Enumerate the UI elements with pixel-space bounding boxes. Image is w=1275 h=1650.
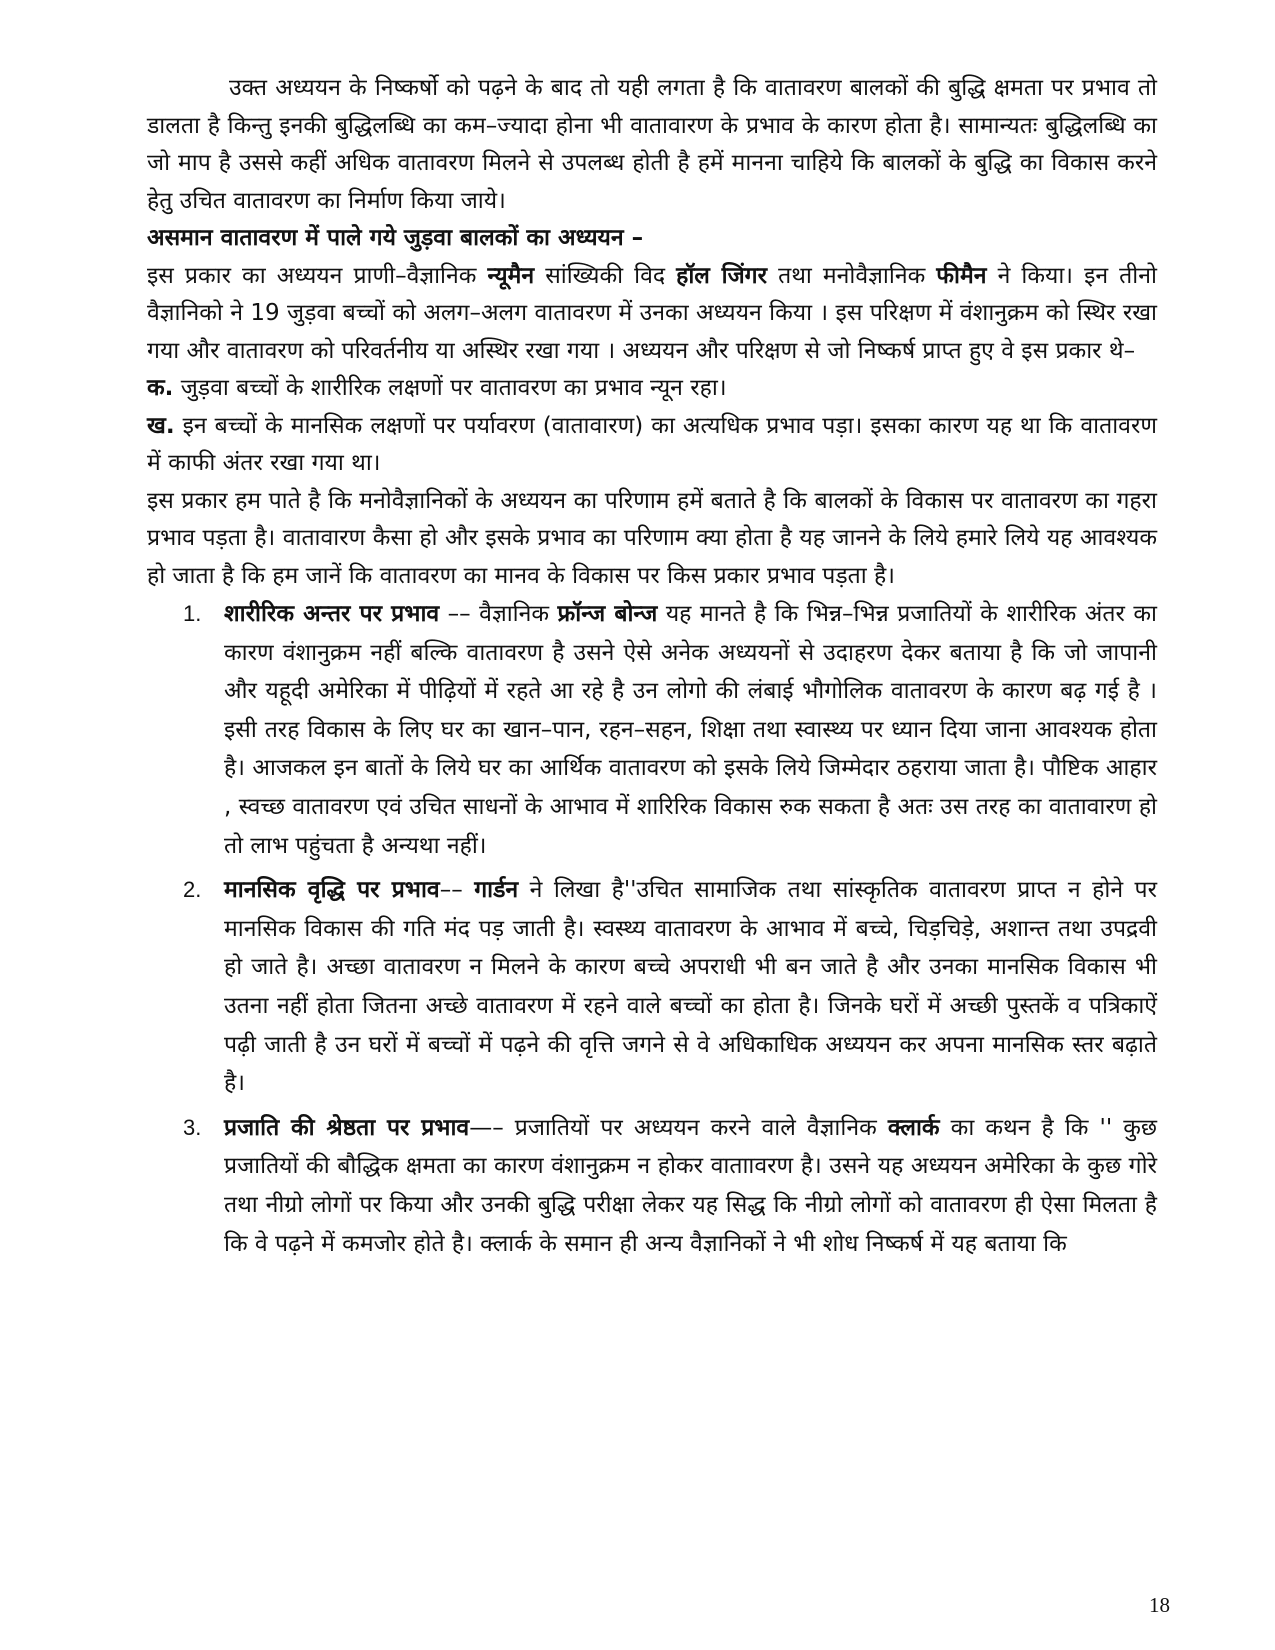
list-item-text: का कथन है कि '' कुछ प्रजातियों की बौद्धिक क्षमता का कारण वंशानुक्रम न होकर वाताावरण है। उसने यह अध्ययन अमेरिका के कुछ गोरे तथा नीग्रो लोगों पर किया और उनकी बुद्धि परीक्षा लेकर यह सिद्ध कि नीग्रो लोगों को वातावरण ही ऐसा मिलता है कि वे पढ़ने में कमजोर होते है। क्लार्क के समान ही अन्य वैज्ञानिकों ने भी शोध निष्कर्ष में यह बताया कि [224,1114,1157,1257]
list-item [147,871,1157,1103]
intro-paragraph: उक्त अध्ययन के निष्कर्षो को पढ़ने के बाद तो यही लगता है कि वातावरण बालकों की बुद्धि क्षमता पर प्रभाव तो डालता है किन्तु इनकी बुद्धिलब्धि का कम–ज्यादा होना भी वातावारण के प्रभाव के कारण होता है। सामान्यतः बुद्धिलब्धि का जो माप है उससे कहीं अधिक वातावरण मिलने से उपलब्ध होती है हमें मानना चाहिये कि बालकों के बुद्धि का विकास करने हेतु उचित वातावरण का निर्माण किया जाये। [147,75,1157,214]
scientist-holzinger: हॉल जिंगर [676,262,768,289]
finding-kha-text: इन बच्चों के मानसिक लक्षणों पर पर्यावरण (वातावारण) का अत्यधिक प्रभाव पड़ा। इसका कारण यह था कि वातावरण में काफी अंतर रखा गया था। [147,412,1157,476]
study-paragraph [147,258,1157,371]
finding-kha-marker: ख. [147,412,175,439]
study-text-3: तथा मनोवैज्ञानिक [767,262,937,289]
scientist-freeman: फीमैन [936,262,987,289]
list-item-title: मानसिक वृद्धि पर प्रभाव [224,877,440,904]
effects-list [147,595,1157,1263]
study-text-1: इस प्रकार का अध्ययन प्राणी–वैज्ञानिक [147,262,488,289]
page-content [147,70,1157,1269]
study-text-2: सांख्यिकी विद [534,262,677,289]
scientist-name: गार्डन [474,877,519,904]
finding-ka-text: जुड़वा बच्चों के शारीरिक लक्षणों पर वातावरण का प्रभाव न्यून रहा। [173,375,727,401]
list-item-number: 1. [183,601,202,626]
list-item-text: —– प्रजातियों पर अध्ययन करने वाले वैज्ञानिक [469,1114,888,1141]
list-item-text: यह मानते है कि भिन्न–भिन्न प्रजातियों के शारीरिक अंतर का कारण वंशानुक्रम नहीं बल्कि वातावरण है उसने ऐसे अनेक अध्ययनों से उदाहरण देकर बताया है कि जो जापानी और यहूदी अमेरिका में पीढ़ियों में रहते आ रहे है उन लोगो की लंबाई भौगोलिक वातावरण के कारण बढ़ गई है । इसी तरह विकास के लिए घर का खान–पान, रहन–सहन, शिक्षा तथा स्वास्थ्य पर ध्यान दिया जाना आवश्यक होता है। आजकल इन बातों के लिये घर का आर्थिक वातावरण को इसके लिये जिम्मेदार ठहराया जाता है। पौष्टिक आहार , स्वच्छ वातावरण एवं उचित साधनों के आभाव में शारिरिक विकास रुक सकता है अतः उस तरह का वातावारण हो तो लाभ पहुंचता है अन्यथा नहीं। [224,601,1157,859]
finding-ka [147,370,1157,408]
list-item [147,1109,1157,1263]
list-item-text: –– वैज्ञानिक [439,601,558,627]
list-item-title: प्रजाति की श्रेष्ठता पर प्रभाव [224,1114,470,1141]
section-heading: असमान वातावरण में पाले गये जुड़वा बालकों का अध्ययन – [147,225,644,251]
list-item-number: 2. [183,877,202,903]
page-number: 18 [1149,1593,1170,1617]
list-item-text: ने लिखा है''उचित सामाजिक तथा सांस्कृतिक वातावरण प्राप्त न होने पर मानसिक विकास की गति मंद पड़ जाती है। स्वस्थ्य वातावरण के आभाव में बच्चे, चिड़चिड़े, अशान्त तथा उपद्रवी हो जाते है। अच्छा वातावरण न मिलने के कारण बच्चे अपराधी भी बन जाते है और उनका मानसिक विकास भी उतना नहीं होता जितना अच्छे वातावरण में रहने वाले बच्चों का होता है। जिनके घरों में अच्छी पुस्तकें व पत्रिकाऐं पढ़ी जाती है उन घरों में बच्चों में पढ़ने की वृत्ति जगने से वे अधिकाधिक अध्ययन कर अपना मानसिक स्तर बढ़ाते है। [224,877,1158,1097]
list-item-number: 3. [183,1114,202,1140]
finding-ka-marker: क. [147,375,174,401]
conclusion-paragraph: इस प्रकार हम पाते है कि मनोवैज्ञानिकों के अध्ययन का परिणाम हमें बताते है कि बालकों के विकास पर वातावरण का गहरा प्रभाव पड़ता है। वातावारण कैसा हो और इसके प्रभाव का परिणाम क्या होता है यह जानने के लिये हमारे लिये यह आवश्यक हो जाता है कि हम जानें कि वातावरण का मानव के विकास पर किस प्रकार प्रभाव पड़ता है। [147,487,1157,589]
finding-kha [147,408,1157,483]
list-item-text: –– [439,877,475,904]
study-text-4: ने किया। इन तीनो वैज्ञानिको ने 19 जुड़वा बच्चों को अलग–अलग वातावरण में उनका अध्ययन किया । इस परिक्षण में वंशानुक्रम को स्थिर रखा गया और वातावरण को परिवर्तनीय या अस्थिर रखा गया । अध्ययन और परिक्षण से जो निष्कर्ष प्राप्त हुए वे इस प्रकार थे– [147,262,1157,364]
scientist-newman: न्यूमैन [487,262,535,289]
list-item-title: शारीरिक अन्तर पर प्रभाव [224,601,440,627]
scientist-name: क्लार्क [887,1114,940,1141]
list-item [147,595,1157,865]
scientist-name: फ्रॉन्ज बोन्ज [557,601,658,627]
